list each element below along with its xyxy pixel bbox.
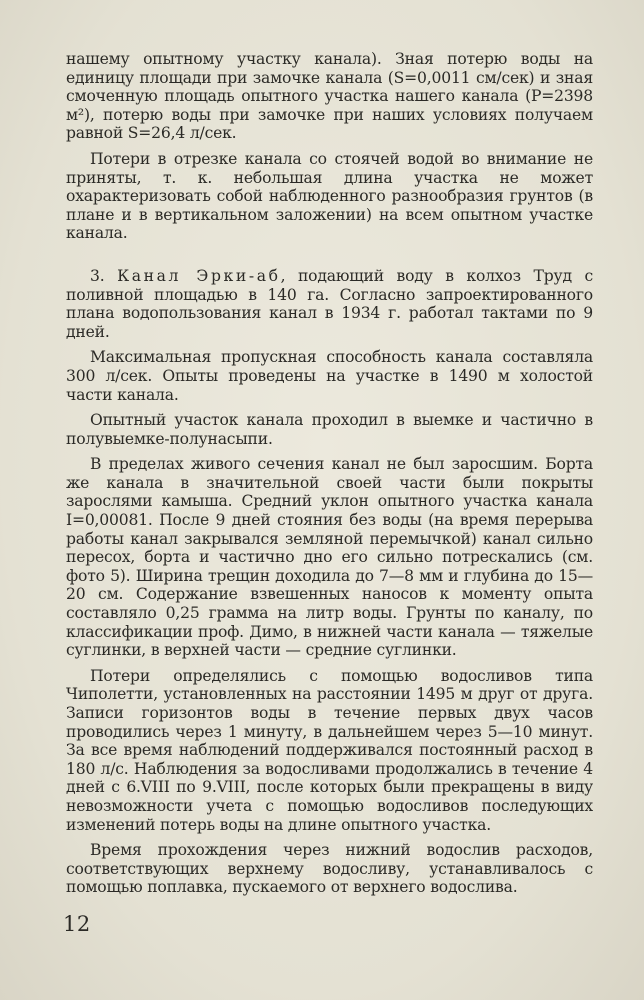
paragraph: нашему опытному участку канала). Зная потерю воды на единицу площади при замочке канала (S=0,0011 см/сек) и зная смоченную площадь опытного участка нашего канала (P=2398 м²), потерю воды при замочке при наших условиях получаем равной S=26,4 л/сек.	[66, 50, 593, 143]
canal-name: Канал Эрки-аб	[117, 266, 281, 285]
section-number: 3.	[90, 266, 118, 285]
paragraph: Опытный участок канала проходил в выемке и частично в полувыемке-полунасыпи.	[66, 411, 593, 448]
paragraph: В пределах живого сечения канал не был заросшим. Борта же канала в значительной своей части были покрыты зарослями камыша. Средний уклон опытного участка канала I=0,00081. После 9 дней стояния без воды (на время перерыва работы канал закрывался земляной перемычкой) канал сильно пересох, борта и частично дно его сильно потрескались (см. фото 5). Ширина трещин доходила до 7—8 мм и глубина до 15—20 см. Содержание взвешенных наносов к моменту опыта составляло 0,25 грамма на литр воды. Грунты по каналу, по классификации проф. Димо, в нижней части канала — тяжелые суглинки, в верхней части — средние суглинки.	[66, 455, 593, 660]
body-text	[66, 50, 593, 904]
paragraph: Время прохождения через нижний водослив расходов, соответствующих верхнему водосливу, устанавливалось с помощью поплавка, пускаемого от верхнего водослива.	[66, 841, 593, 897]
paragraph: Максимальная пропускная способность канала составляла 300 л/сек. Опыты проведены на участке в 1490 м холостой части канала.	[66, 348, 593, 404]
paragraph: Потери в отрезке канала со стоячей водой во внимание не приняты, т. к. небольшая длина участка не может охарактеризовать собой наблюденного разнообразия грунтов (в плане и в вертикальном заложении) на всем опытном участке канала.	[66, 149, 593, 243]
paragraph-canal-heading	[66, 267, 593, 341]
paragraph-text: , подающий воду в колхоз Труд с поливной площадью в 140 га. Согласно запроектированного плана водопользования канал в 1934 г. работал тактами по 9 дней.	[66, 266, 593, 341]
page-number: 12	[63, 912, 91, 936]
paragraph: Потери определялись с помощью водосливов типа Чиполетти, установленных на расстоянии 1495 м друг от друга. Записи горизонтов воды в течение первых двух часов проводились через 1 минуту, в дальнейшем через 5—10 минут. За все время наблюдений поддерживался постоянный расход в 180 л/с. Наблюдения за водосливами продолжались в течение 4 дней с 6.VIII по 9.VIII, после которых были прекращены в виду невозможности учета с помощью водосливов последующих изменений потерь воды на длине опытного участка.	[66, 666, 593, 834]
